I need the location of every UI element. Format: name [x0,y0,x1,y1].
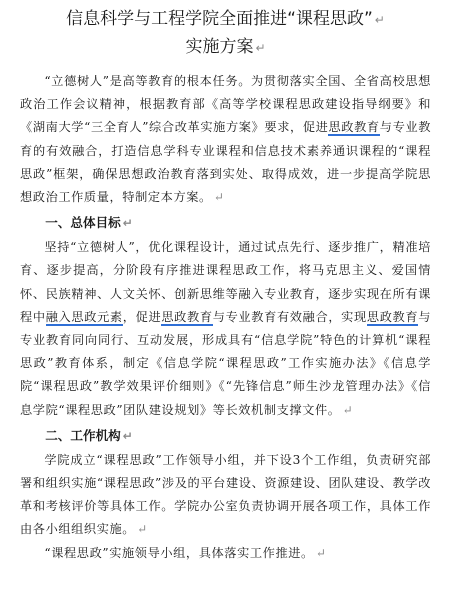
title-line-1: 信息科学与工程学院全面推进“课程思政” ↵ [66,9,385,29]
highlighted-term: 思政教育 [161,309,213,324]
paragraph-mark-icon: ↵ [315,545,327,560]
paragraph-mark-icon: ↵ [137,522,148,537]
section-heading-goals: 一、总体目标 ↵ [45,215,133,231]
leadership-group-paragraph: “课程思政”实施领导小组，具体落实工作推进。 ↵ [44,545,327,560]
highlighted-term: 融入思政元素 [45,309,123,324]
highlighted-term: 思政教育 [366,309,419,324]
intro-paragraph: “立德树人”是高等教育的根本任务。为贯彻落实全国、全省高校思想政治工作会议精神，根据教育部《高等学校课程思政建设指导纲要》和《湖南大学“三全育人”综合改革实施方案》要求，促进思政教育与专业教育的有效融合，打造信息学科专业课程和信息技术素养通识课程的“课程思政”框架，确保思想政治教育落到实处、取得成效，进一步提高学院思想政治工作质量，特制定本方案。 ↵ [20,74,431,205]
paragraph-mark-icon: ↵ [374,13,385,27]
paragraph-mark-icon: ↵ [255,41,266,55]
paragraph-mark-icon: ↵ [122,428,133,443]
title-line-2: 实施方案 ↵ [185,37,266,57]
document-title [20,6,431,62]
paragraph-mark-icon: ↵ [213,190,225,205]
organization-paragraph: 学院成立“课程思政”工作领导小组，并下设3个工作组，负责研究部署和组织实施“课程思政”涉及的平台建设、资源建设、团队建设、教学改革和考核评价等具体工作。学院办公室负责协调开展各项工作，具体工作由各小组组织实施。 ↵ [20,452,431,537]
section-heading-organization: 二、工作机构 ↵ [45,427,133,443]
highlighted-term: 思政教育 [328,120,380,135]
goals-paragraph: 坚持“立德树人”，优化课程设计，通过试点先行、逐步推广，精准培育、逐步提高，分阶段有序推进课程思政工作，将马克思主义、爱国情怀、民族精神、人文关怀、创新思维等融入专业教育，逐步实现在所有课程中融入思政元素，促进思政教育与专业教育有效融合，实现思政教育与专业教育同向同行、互动发展，形成具有“信息学院”特色的计算机“课程思政”教育体系，制定《信息学院“课程思政”工作实施办法》《信息学院“课程思政”教学效果评价细则》《“先锋信息”师生沙龙管理办法》《信息学院“课程思政”团队建设规划》等长效机制支撑文件。 ↵ [20,240,432,417]
paragraph-mark-icon: ↵ [342,402,354,417]
paragraph-mark-icon: ↵ [122,216,133,231]
